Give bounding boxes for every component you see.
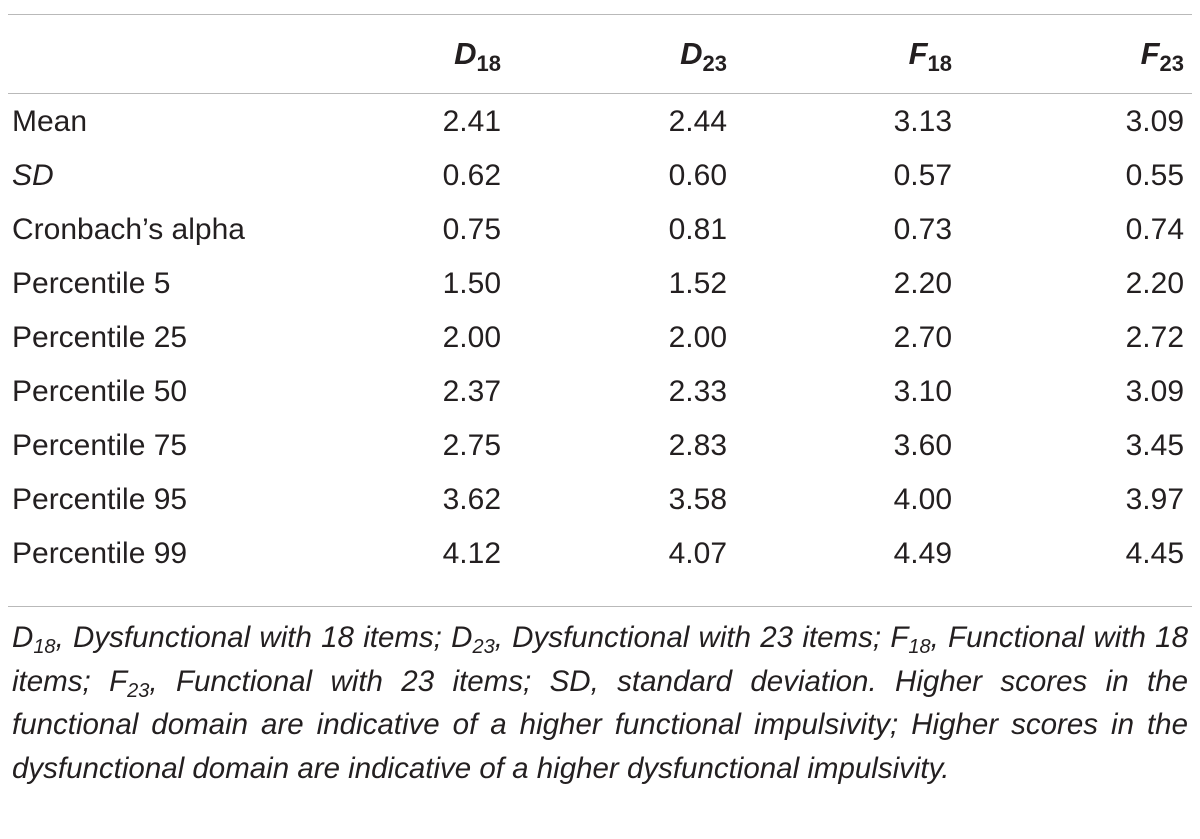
table-row	[12, 473, 1184, 527]
table-cell: 4.12	[442, 537, 501, 570]
table-row	[12, 527, 1184, 581]
table-cell: 3.97	[1125, 483, 1184, 516]
table-row	[12, 419, 1184, 473]
table-cell: 2.75	[442, 429, 501, 462]
table-cell: 4.07	[668, 537, 727, 570]
table-cell: 0.75	[442, 213, 501, 246]
table-cell: 4.49	[893, 537, 952, 570]
table-bottom-rule	[8, 606, 1192, 607]
table-cell: 2.00	[668, 321, 727, 354]
table-cell: 4.00	[893, 483, 952, 516]
table-cell: 2.37	[442, 375, 501, 408]
table-cell: 3.13	[893, 105, 952, 138]
row-label-percentile-50: Percentile 50	[12, 375, 188, 408]
row-label-percentile-5: Percentile 5	[12, 267, 171, 300]
table-cell: 2.00	[442, 321, 501, 354]
table-cell: 3.09	[1125, 105, 1184, 138]
column-header-d23: $D_{23}$	[680, 36, 727, 76]
table-cell: 3.10	[893, 375, 952, 408]
table-cell: 2.41	[442, 105, 501, 138]
table-footnote: $D_{18}$, Dysfunctional with 18 items; $D_{23}$, Dysfunctional with 23 items; $F_{18}$, Functional with 18 items; $F_{23}$, Functional with 23 items; SD, standard deviation. Higher scores in the functional domain are indicative of a higher functional impulsivity; Higher scores in the dysfunctional domain are indicative of a higher dysfunctional impulsivity.	[12, 621, 1189, 785]
table-cell: 2.72	[1125, 321, 1184, 354]
table-row	[12, 311, 1184, 365]
header-corner	[12, 15, 328, 93]
table-row	[12, 93, 1184, 149]
header-row	[12, 15, 1184, 93]
row-label-cronbach-alpha: Cronbach’s alpha	[12, 213, 245, 246]
table-row	[12, 365, 1184, 419]
column-header-d18: $D_{18}$	[454, 36, 501, 76]
table-cell: 3.45	[1125, 429, 1184, 462]
row-label-percentile-75: Percentile 75	[12, 429, 188, 462]
table-cell: 0.81	[668, 213, 727, 246]
table-cell: 2.20	[1125, 267, 1184, 300]
row-label-sd: SD	[12, 159, 54, 192]
table-cell: 3.58	[668, 483, 727, 516]
row-label-percentile-25: Percentile 25	[12, 321, 188, 354]
table-cell: 0.60	[668, 159, 727, 192]
table-row	[12, 149, 1184, 203]
table-cell: 3.09	[1125, 375, 1184, 408]
row-label-percentile-99: Percentile 99	[12, 537, 188, 570]
table-cell: 2.70	[893, 321, 952, 354]
table-cell: 3.60	[893, 429, 952, 462]
table-cell: 0.55	[1125, 159, 1184, 192]
table-cell: 2.20	[893, 267, 952, 300]
table-cell: 0.62	[442, 159, 501, 192]
table-cell: 1.50	[442, 267, 501, 300]
table-row	[12, 203, 1184, 257]
table-cell: 0.57	[893, 159, 952, 192]
table-cell: 2.44	[668, 105, 727, 138]
table-cell: 1.52	[668, 267, 727, 300]
row-label-mean: Mean	[12, 105, 88, 138]
row-label-percentile-95: Percentile 95	[12, 483, 188, 516]
column-header-f18: $F_{18}$	[908, 36, 952, 76]
descriptive-statistics-table	[12, 15, 1184, 581]
table-row	[12, 257, 1184, 311]
table-cell: 2.83	[668, 429, 727, 462]
table-cell: 0.73	[893, 213, 952, 246]
table-cell: 0.74	[1125, 213, 1184, 246]
table-cell: 3.62	[442, 483, 501, 516]
table-cell: 4.45	[1125, 537, 1184, 570]
column-header-f23: $F_{23}$	[1140, 36, 1184, 76]
table-cell: 2.33	[668, 375, 727, 408]
